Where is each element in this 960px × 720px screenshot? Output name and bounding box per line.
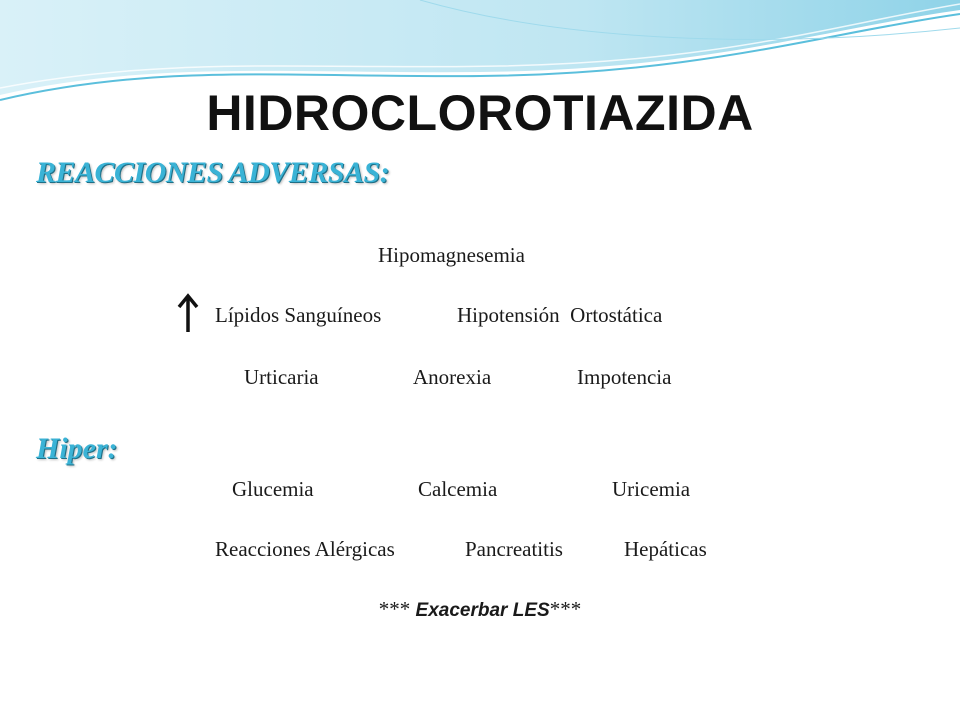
adverse-item-urticaria: Urticaria bbox=[244, 365, 319, 389]
adverse-item-lipidos-sanguineos: Lípidos Sanguíneos bbox=[215, 303, 382, 327]
section-heading-hiper: Hiper: bbox=[36, 432, 118, 465]
up-arrow-icon bbox=[176, 292, 200, 334]
adverse-item-hipomagnesemia: Hipomagnesemia bbox=[378, 243, 525, 267]
note-suffix: *** bbox=[549, 597, 582, 621]
adverse-item-anorexia: Anorexia bbox=[413, 365, 492, 389]
adverse-item-hipotension-ortostatica: Hipotensión Ortostática bbox=[457, 303, 663, 327]
hiper-item-calcemia: Calcemia bbox=[418, 477, 498, 501]
hiper-item-pancreatitis: Pancreatitis bbox=[465, 537, 563, 561]
hiper-item-reacciones-alergicas: Reacciones Alérgicas bbox=[215, 537, 395, 561]
hiper-item-uricemia: Uricemia bbox=[612, 477, 691, 501]
hiper-item-glucemia: Glucemia bbox=[232, 477, 314, 501]
section-heading-adverse-reactions: REACCIONES ADVERSAS: bbox=[36, 156, 390, 189]
slide-title: HIDROCLOROTIAZIDA bbox=[206, 85, 754, 141]
note-exacerbar-les bbox=[0, 597, 960, 622]
adverse-item-impotencia: Impotencia bbox=[577, 365, 672, 389]
note-prefix: *** bbox=[378, 597, 416, 621]
note-emphasis: Exacerbar LES bbox=[415, 600, 550, 621]
hiper-item-hepaticas: Hepáticas bbox=[624, 537, 707, 561]
